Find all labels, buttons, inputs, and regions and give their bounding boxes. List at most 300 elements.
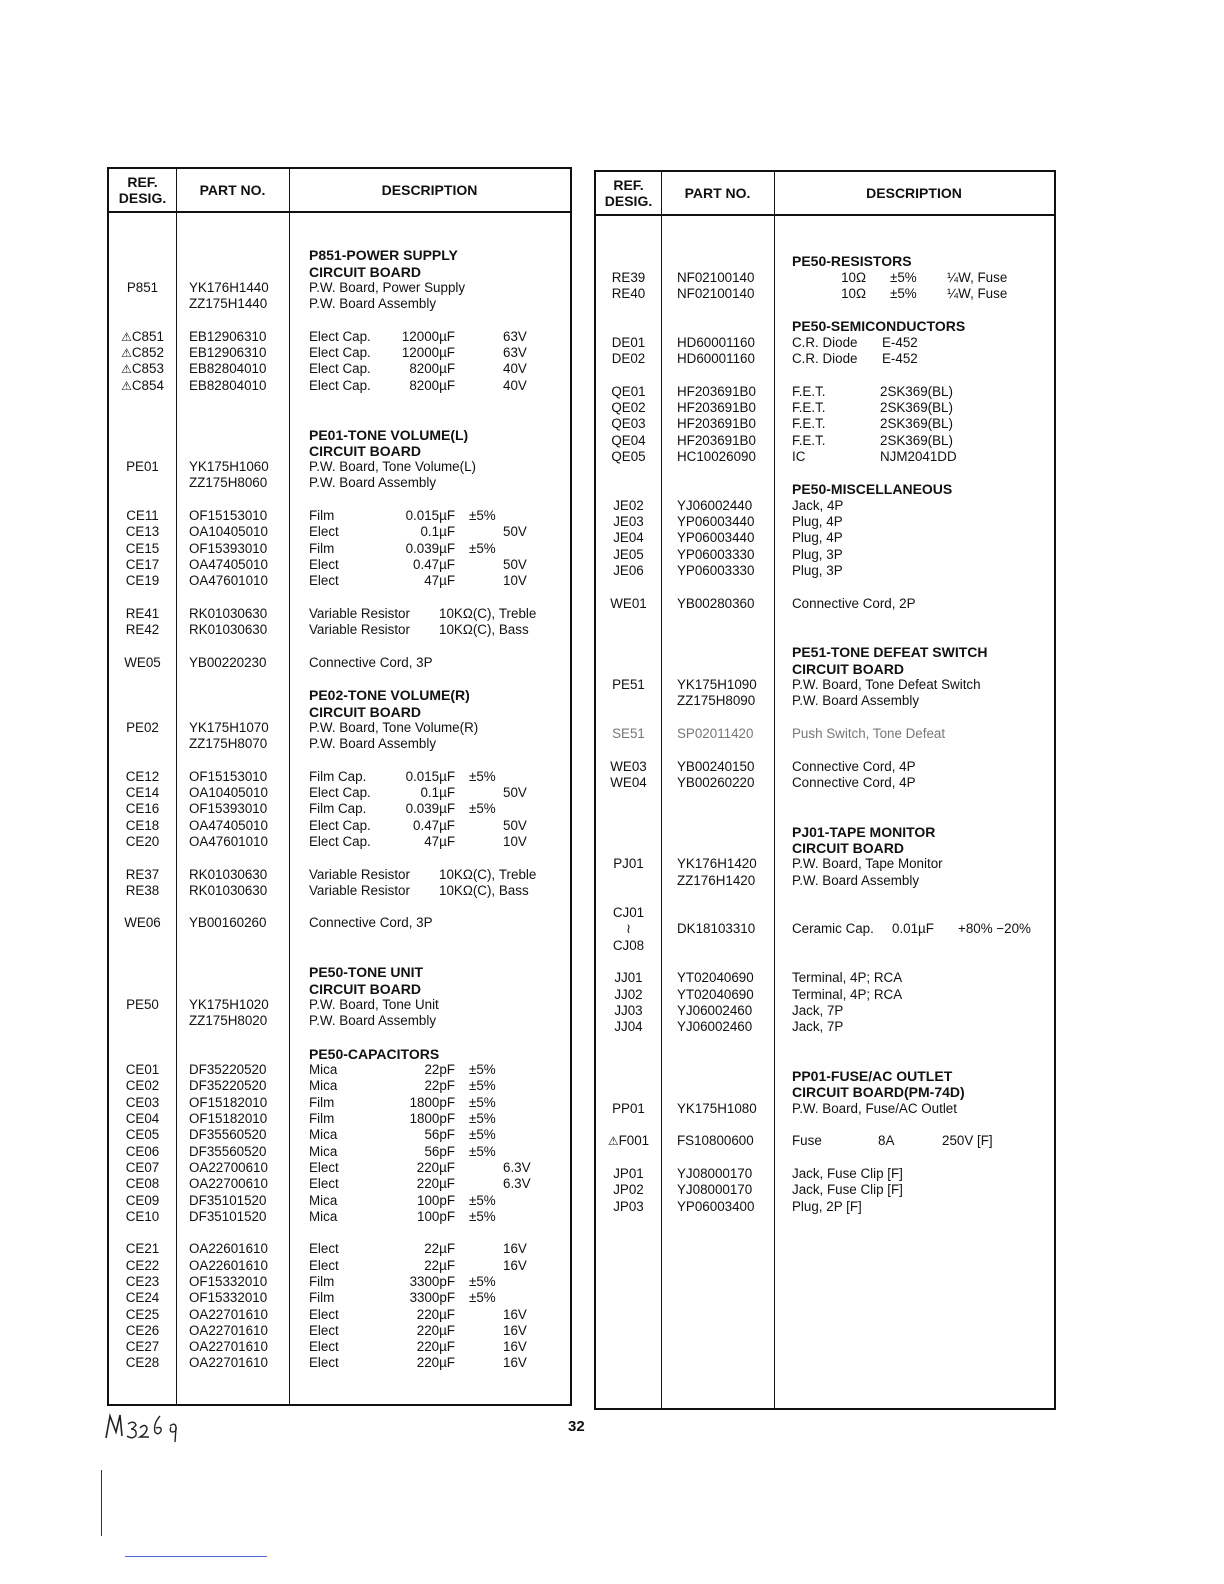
table-row xyxy=(596,547,1054,563)
ref-desig xyxy=(109,1323,176,1339)
section-heading: P851-POWER SUPPLY xyxy=(309,247,458,264)
row-spacer xyxy=(109,753,570,769)
safety-warning-icon: ⚠ xyxy=(121,346,132,361)
value: 22pF xyxy=(424,1062,455,1078)
ref-desig xyxy=(109,557,176,573)
value: 3300pF xyxy=(409,1274,455,1289)
table-row xyxy=(109,818,570,834)
part-number: ZZ175H1440 xyxy=(189,296,268,312)
part-number: YP06003330 xyxy=(677,562,755,578)
value: 47µF xyxy=(424,833,455,849)
ref-desig xyxy=(596,400,661,416)
row-spacer xyxy=(596,367,1054,383)
description: Variable Resistor xyxy=(309,622,410,638)
ref-desig-text: CE28 xyxy=(125,1355,160,1371)
rating: 63V xyxy=(503,328,527,344)
table-row xyxy=(596,873,1054,889)
ref-desig xyxy=(596,759,661,775)
ref-desig-text: DE01 xyxy=(611,334,646,350)
description: Elect Cap. xyxy=(309,361,371,377)
part-number: OA47601010 xyxy=(189,573,268,589)
rating: 50V xyxy=(503,817,527,833)
description: Elect xyxy=(309,1355,339,1371)
rating: 50V xyxy=(503,524,527,540)
section-heading: CIRCUIT BOARD xyxy=(792,839,904,856)
table-row xyxy=(109,1127,570,1143)
type-number: 2SK369(BL) xyxy=(880,383,953,399)
tolerance: ±5% xyxy=(469,1274,496,1289)
row-spacer xyxy=(596,1052,1054,1068)
table-row xyxy=(109,524,570,540)
value: 10KΩ(C), Treble xyxy=(439,866,537,882)
part-number: YJ06002460 xyxy=(677,1019,753,1035)
row-spacer xyxy=(596,791,1054,807)
row-spacer xyxy=(109,590,570,606)
type-number: 2SK369(BL) xyxy=(880,399,953,415)
part-number: OF15153010 xyxy=(189,768,268,784)
rating: 10V xyxy=(503,573,527,589)
part-number: DF35560520 xyxy=(189,1127,267,1143)
ref-desig-text: CE06 xyxy=(125,1143,160,1159)
table-row xyxy=(109,883,570,899)
table-row xyxy=(109,329,570,345)
rating: 10V xyxy=(503,833,527,849)
ref-desig-text: QE05 xyxy=(611,448,646,464)
table-row xyxy=(596,693,1054,709)
ref-desig-text: RE41 xyxy=(125,605,160,621)
description: Connective Cord, 4P xyxy=(792,774,916,790)
value: 8200µF xyxy=(409,377,455,393)
row-spacer xyxy=(596,710,1054,726)
header-ref-desig: REF. DESIG. xyxy=(118,174,167,206)
description: Mica xyxy=(309,1127,338,1143)
row-spacer xyxy=(109,1030,570,1046)
section-heading-row xyxy=(109,687,570,703)
section-heading-row xyxy=(596,840,1054,856)
handwritten-note xyxy=(104,1410,184,1444)
part-number: NF02100140 xyxy=(677,285,755,301)
table-row xyxy=(109,1144,570,1160)
ref-desig xyxy=(596,563,661,579)
description: P.W. Board, Power Supply xyxy=(309,279,466,295)
ref-desig-text: JE06 xyxy=(613,562,644,578)
description: Elect Cap. xyxy=(309,377,371,393)
description: Elect xyxy=(309,1257,339,1273)
part-number: YJ06002460 xyxy=(677,1002,753,1018)
part-number: SP02011420 xyxy=(677,725,754,741)
description: P.W. Board Assembly xyxy=(309,296,437,312)
description: F.E.T. xyxy=(792,416,826,432)
tolerance: ±5% xyxy=(469,1127,496,1143)
table-row xyxy=(109,1095,570,1111)
part-number: YK176H1420 xyxy=(677,856,757,872)
table-row xyxy=(109,378,570,394)
table-row xyxy=(109,573,570,589)
description: Elect xyxy=(309,1159,339,1175)
table-row xyxy=(109,1160,570,1176)
description: Elect Cap. xyxy=(309,817,371,833)
tolerance: ±5% xyxy=(469,1094,496,1110)
ref-desig xyxy=(109,1095,176,1111)
description: Film xyxy=(309,1274,335,1289)
ref-desig xyxy=(596,921,661,937)
table-row xyxy=(109,867,570,883)
description: P.W. Board, Tone Unit xyxy=(309,996,439,1012)
part-number: HF203691B0 xyxy=(677,383,756,399)
ref-desig xyxy=(596,726,661,742)
table-row xyxy=(596,286,1054,302)
table-row xyxy=(596,1182,1054,1198)
part-number: OF15332010 xyxy=(189,1290,268,1306)
ref-desig xyxy=(109,1290,176,1306)
value: 0.47µF xyxy=(413,556,455,572)
ref-desig-text: CE19 xyxy=(125,573,160,589)
ref-desig-text: CE16 xyxy=(125,801,160,817)
ref-desig-text: PE02 xyxy=(126,719,159,735)
description: Jack, Fuse Clip [F] xyxy=(792,1182,903,1198)
ref-desig-text: RE37 xyxy=(125,866,160,882)
section-heading-row xyxy=(596,1084,1054,1100)
rating: 40V xyxy=(503,361,527,377)
ref-desig-text: CE23 xyxy=(125,1274,160,1289)
ref-desig xyxy=(109,1274,176,1290)
table-row xyxy=(109,1258,570,1274)
description: Elect Cap. xyxy=(309,785,371,801)
description: F.E.T. xyxy=(792,399,826,415)
parts-table-left xyxy=(107,167,572,1406)
ref-desig xyxy=(109,834,176,850)
ref-desig-text: JP03 xyxy=(613,1198,644,1214)
description: P.W. Board, Tone Defeat Switch xyxy=(792,677,981,693)
ref-desig-text: WE05 xyxy=(124,654,161,670)
table-row xyxy=(109,1193,570,1209)
ref-desig xyxy=(109,573,176,589)
rating: 16V xyxy=(503,1241,527,1257)
row-spacer xyxy=(109,671,570,687)
tolerance: ±5% xyxy=(469,1111,496,1127)
part-number: EB82804010 xyxy=(189,377,267,393)
part-number: DK18103310 xyxy=(677,921,756,937)
safety-warning-icon: ⚠ xyxy=(121,378,132,393)
value: 22µF xyxy=(424,1241,455,1257)
ref-desig xyxy=(109,1307,176,1323)
description: Elect xyxy=(309,556,339,572)
table-row xyxy=(109,720,570,736)
description: Elect xyxy=(309,1322,339,1338)
tolerance: ±5% xyxy=(469,1192,496,1208)
ref-desig-text: WE01 xyxy=(610,595,647,611)
ref-desig xyxy=(109,606,176,622)
description: Fuse xyxy=(792,1133,822,1149)
row-spacer xyxy=(596,579,1054,595)
description: F.E.T. xyxy=(792,383,826,399)
part-number: OA22701610 xyxy=(189,1355,268,1371)
page-number: 32 xyxy=(568,1418,585,1435)
ref-desig-text: JP01 xyxy=(613,1165,644,1181)
ref-desig xyxy=(596,270,661,286)
ref-desig-text: CE11 xyxy=(126,508,159,524)
part-number: OA47405010 xyxy=(189,817,268,833)
section-heading-row xyxy=(596,661,1054,677)
description: Variable Resistor xyxy=(309,882,410,898)
value: 10KΩ(C), Bass xyxy=(439,622,529,638)
value: 100pF xyxy=(417,1192,455,1208)
ref-desig-text: CE22 xyxy=(125,1257,160,1273)
description: Film xyxy=(309,1094,335,1110)
description: Mica xyxy=(309,1192,338,1208)
ref-desig xyxy=(596,351,661,367)
value: 0.039µF xyxy=(405,540,455,556)
ref-desig xyxy=(596,384,661,400)
ref-desig xyxy=(596,1133,661,1149)
part-number: EB12906310 xyxy=(189,345,267,361)
section-heading: CIRCUIT BOARD xyxy=(309,263,421,280)
section-heading-row xyxy=(596,253,1054,269)
part-number: YP06003440 xyxy=(677,530,755,546)
ref-desig xyxy=(596,856,661,872)
description: Plug, 4P xyxy=(792,514,843,530)
table-row xyxy=(596,384,1054,400)
description: Elect Cap. xyxy=(309,328,371,344)
part-number: RK01030630 xyxy=(189,605,268,621)
value: 0.015µF xyxy=(405,508,455,524)
header-description: DESCRIPTION xyxy=(866,185,962,201)
description: C.R. Diode xyxy=(792,334,858,350)
table-row xyxy=(109,557,570,573)
ref-desig-text: CE25 xyxy=(125,1306,160,1322)
table-row xyxy=(109,801,570,817)
rating: ¼W, Fuse xyxy=(947,269,1008,285)
row-spacer xyxy=(596,465,1054,481)
ref-desig-text: PE50 xyxy=(126,996,159,1012)
section-heading-row xyxy=(596,1068,1054,1084)
ref-desig-text: QE01 xyxy=(611,383,646,399)
ref-desig xyxy=(109,1258,176,1274)
row-spacer xyxy=(596,612,1054,628)
part-number: HF203691B0 xyxy=(677,416,756,432)
rating: 16V xyxy=(503,1355,527,1371)
section-heading-row xyxy=(109,704,570,720)
ref-desig-text: JP02 xyxy=(613,1182,644,1198)
value: 220µF xyxy=(416,1355,455,1371)
part-number: OA22701610 xyxy=(189,1306,268,1322)
ref-desig-text: JJ04 xyxy=(614,1019,643,1035)
rating: ¼W, Fuse xyxy=(947,285,1008,301)
part-number: OA47405010 xyxy=(189,556,268,572)
value: 100pF xyxy=(417,1208,455,1224)
ref-desig xyxy=(596,905,661,921)
ref-desig-text: CE20 xyxy=(125,833,160,849)
description: Jack, Fuse Clip [F] xyxy=(792,1165,903,1181)
table-row xyxy=(596,351,1054,367)
table-row xyxy=(596,1199,1054,1215)
ref-desig xyxy=(109,1241,176,1257)
row-spacer xyxy=(109,638,570,654)
ref-desig xyxy=(109,655,176,671)
rating: 16V xyxy=(503,1322,527,1338)
table-row xyxy=(109,622,570,638)
part-number: ZZ175H8070 xyxy=(189,736,268,752)
ref-desig xyxy=(596,1182,661,1198)
table-row xyxy=(596,596,1054,612)
row-spacer xyxy=(109,231,570,247)
type-number: E-452 xyxy=(882,334,918,350)
part-number: ZZ175H8060 xyxy=(189,475,268,491)
ref-desig xyxy=(109,459,176,475)
part-number: OA22701610 xyxy=(189,1339,268,1355)
table-row xyxy=(596,759,1054,775)
ref-desig xyxy=(596,596,661,612)
description: P.W. Board, Tape Monitor xyxy=(792,856,943,872)
ref-desig xyxy=(109,1127,176,1143)
ref-desig-text: RE38 xyxy=(125,882,160,898)
table-row xyxy=(109,736,570,752)
value: 8200µF xyxy=(409,361,455,377)
value: 3300pF xyxy=(409,1290,455,1306)
section-heading-row xyxy=(109,964,570,980)
ref-desig-text: JE04 xyxy=(613,530,644,546)
ref-desig xyxy=(596,1101,661,1117)
table-row xyxy=(596,677,1054,693)
description: Connective Cord, 3P xyxy=(309,915,433,931)
description: Mica xyxy=(309,1062,338,1078)
ref-desig-text: CE01 xyxy=(125,1062,160,1078)
ref-desig-text: SE51 xyxy=(612,725,645,741)
description: P.W. Board Assembly xyxy=(309,1013,437,1029)
table-row xyxy=(596,498,1054,514)
value: 0.01µF xyxy=(892,921,934,937)
description: Variable Resistor xyxy=(309,605,410,621)
ref-desig-text: CE02 xyxy=(125,1078,160,1094)
ref-desig xyxy=(596,677,661,693)
row-spacer xyxy=(596,1117,1054,1133)
table-row xyxy=(596,856,1054,872)
part-number: OF15153010 xyxy=(189,508,268,524)
part-number: OF15393010 xyxy=(189,540,268,556)
table-row xyxy=(596,400,1054,416)
ref-desig xyxy=(596,335,661,351)
description: Film xyxy=(309,1111,335,1127)
table-row xyxy=(109,296,570,312)
description: Jack, 7P xyxy=(792,1002,844,1018)
ref-desig xyxy=(109,622,176,638)
rating: 16V xyxy=(503,1306,527,1322)
part-number: ZZ175H8020 xyxy=(189,1013,268,1029)
section-heading-row xyxy=(596,824,1054,840)
row-spacer xyxy=(109,492,570,508)
part-number: YK175H1060 xyxy=(189,459,269,475)
table-row xyxy=(596,433,1054,449)
section-heading-row xyxy=(109,264,570,280)
section-heading: PE02-TONE VOLUME(R) xyxy=(309,687,470,704)
part-number: DF35220520 xyxy=(189,1062,267,1078)
section-heading: PE50-MISCELLANEOUS xyxy=(792,481,953,498)
ref-desig-text: ≀ xyxy=(625,921,632,937)
description: Elect xyxy=(309,1339,339,1355)
part-number: OA22601610 xyxy=(189,1241,268,1257)
ref-desig xyxy=(109,378,176,394)
row-spacer xyxy=(596,954,1054,970)
value: 47µF xyxy=(424,573,455,589)
part-number: YK175H1020 xyxy=(189,996,269,1012)
table-row xyxy=(109,997,570,1013)
ref-desig-text: C853 xyxy=(131,361,164,377)
description: Jack, 4P xyxy=(792,497,844,513)
value: 220µF xyxy=(416,1339,455,1355)
table-row xyxy=(109,606,570,622)
part-number: OA22700610 xyxy=(189,1176,268,1192)
table-row xyxy=(109,459,570,475)
ref-desig xyxy=(109,361,176,377)
ref-desig xyxy=(109,508,176,524)
description: P.W. Board, Tone Volume(L) xyxy=(309,459,476,475)
value: 0.47µF xyxy=(413,817,455,833)
part-number: YK175H1070 xyxy=(189,719,269,735)
description: Terminal, 4P; RCA xyxy=(792,970,903,986)
ref-desig xyxy=(109,769,176,785)
description: Mica xyxy=(309,1143,338,1159)
row-spacer xyxy=(596,807,1054,823)
part-number: YJ08000170 xyxy=(677,1182,753,1198)
section-heading: CIRCUIT BOARD xyxy=(309,703,421,720)
table-row xyxy=(109,1323,570,1339)
part-number: YP06003400 xyxy=(677,1198,755,1214)
description: P.W. Board Assembly xyxy=(309,475,437,491)
description: Push Switch, Tone Defeat xyxy=(792,725,946,741)
part-number: OA47601010 xyxy=(189,833,268,849)
row-spacer xyxy=(109,899,570,915)
description: Connective Cord, 3P xyxy=(309,654,433,670)
part-number: YB00280360 xyxy=(677,595,755,611)
type-number: E-452 xyxy=(882,351,918,367)
section-heading-row xyxy=(109,427,570,443)
parts-list xyxy=(596,237,1054,1215)
table-row xyxy=(596,1019,1054,1035)
ref-desig-text: CE12 xyxy=(125,768,160,784)
table-row xyxy=(109,1274,570,1290)
header-description: DESCRIPTION xyxy=(381,182,478,198)
row-spacer xyxy=(596,742,1054,758)
ref-desig-text: CJ01 xyxy=(612,905,645,921)
section-heading: PJ01-TAPE MONITOR xyxy=(792,823,936,840)
table-row xyxy=(596,530,1054,546)
table-row xyxy=(596,938,1054,954)
table-header xyxy=(596,172,1054,216)
row-spacer xyxy=(109,312,570,328)
section-heading-row xyxy=(596,644,1054,660)
tolerance: ±5% xyxy=(469,1143,496,1159)
table-row xyxy=(109,834,570,850)
ref-desig xyxy=(109,541,176,557)
ref-desig-text: CJ08 xyxy=(612,937,645,953)
description: C.R. Diode xyxy=(792,351,858,367)
tolerance: ±5% xyxy=(469,1208,496,1224)
ref-desig xyxy=(109,329,176,345)
section-heading-row xyxy=(109,981,570,997)
margin-mark xyxy=(101,1470,102,1536)
table-row xyxy=(109,1013,570,1029)
ref-desig-text: CE26 xyxy=(125,1322,160,1338)
part-number: YP06003440 xyxy=(677,514,755,530)
ref-desig xyxy=(596,775,661,791)
ref-desig xyxy=(596,938,661,954)
table-row xyxy=(109,345,570,361)
part-number: RK01030630 xyxy=(189,866,268,882)
value: 0.015µF xyxy=(405,768,455,784)
description: Mica xyxy=(309,1208,338,1224)
description: Elect Cap. xyxy=(309,833,371,849)
part-number: OF15182010 xyxy=(189,1094,268,1110)
